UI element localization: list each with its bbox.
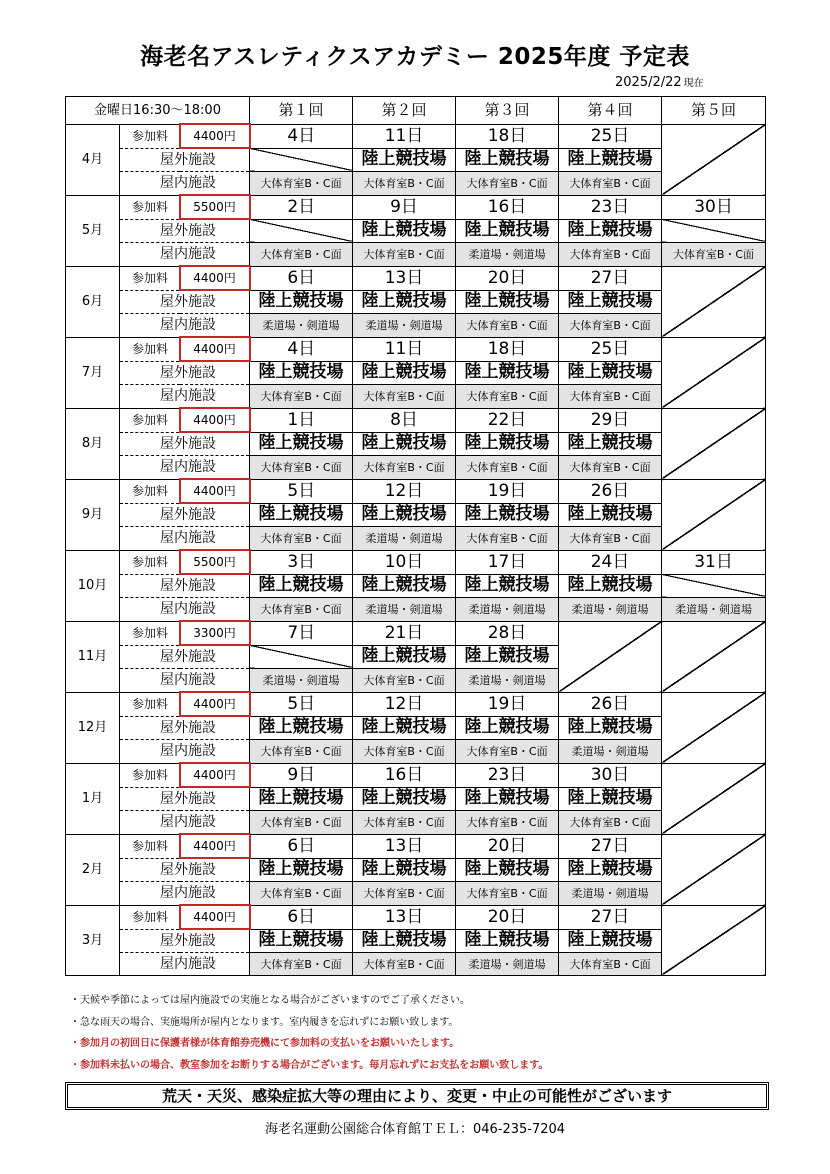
fee-label: 参加料 bbox=[120, 763, 180, 787]
session-date: 20日 bbox=[456, 834, 559, 858]
outdoor-venue: 陸上競技場 bbox=[250, 716, 353, 740]
outdoor-venue: 陸上競技場 bbox=[559, 929, 662, 953]
session-date: 5日 bbox=[250, 692, 353, 716]
session-date: 10日 bbox=[353, 550, 456, 574]
fee-label: 参加料 bbox=[120, 266, 180, 290]
session-date: 13日 bbox=[353, 834, 456, 858]
indoor-venue: 大体育室B・C面 bbox=[353, 456, 456, 480]
session-date: 19日 bbox=[456, 692, 559, 716]
month-label: 10月 bbox=[66, 550, 120, 621]
no-outdoor-cell bbox=[662, 219, 766, 243]
session-date: 3日 bbox=[250, 550, 353, 574]
month-label: 11月 bbox=[66, 621, 120, 692]
outdoor-venue: 陸上競技場 bbox=[456, 503, 559, 527]
fee-value: 4400円 bbox=[180, 408, 250, 432]
month-fee-row bbox=[66, 621, 766, 645]
month-fee-row bbox=[66, 905, 766, 929]
month-fee-row bbox=[66, 692, 766, 716]
outdoor-venue: 陸上競技場 bbox=[353, 858, 456, 882]
outdoor-venue: 陸上競技場 bbox=[353, 432, 456, 456]
session-date: 26日 bbox=[559, 479, 662, 503]
session-date: 17日 bbox=[456, 550, 559, 574]
no-session-cell bbox=[662, 905, 766, 976]
session-date: 13日 bbox=[353, 905, 456, 929]
session-date: 29日 bbox=[559, 408, 662, 432]
fee-label: 参加料 bbox=[120, 195, 180, 219]
month-label: 2月 bbox=[66, 834, 120, 905]
indoor-venue: 柔道場・剣道場 bbox=[250, 669, 353, 693]
round-header: 第４回 bbox=[559, 97, 662, 125]
indoor-venue: 大体育室B・C面 bbox=[353, 172, 456, 196]
outdoor-venue: 陸上競技場 bbox=[559, 787, 662, 811]
indoor-venue: 大体育室B・C面 bbox=[662, 243, 766, 267]
session-date: 7日 bbox=[250, 621, 353, 645]
indoor-label: 屋内施設 bbox=[120, 953, 250, 976]
indoor-label: 屋内施設 bbox=[120, 243, 250, 267]
indoor-venue: 柔道場・剣道場 bbox=[353, 598, 456, 622]
indoor-venue: 大体育室B・C面 bbox=[559, 527, 662, 551]
month-indoor-row bbox=[66, 456, 766, 480]
indoor-venue: 大体育室B・C面 bbox=[250, 456, 353, 480]
month-label: 5月 bbox=[66, 195, 120, 266]
indoor-venue: 大体育室B・C面 bbox=[353, 669, 456, 693]
fee-label: 参加料 bbox=[120, 692, 180, 716]
session-date: 11日 bbox=[353, 337, 456, 361]
session-date: 27日 bbox=[559, 266, 662, 290]
schedule-table bbox=[65, 96, 766, 976]
round-header: 第３回 bbox=[456, 97, 559, 125]
fee-label: 参加料 bbox=[120, 479, 180, 503]
indoor-venue: 大体育室B・C面 bbox=[353, 740, 456, 764]
month-outdoor-row bbox=[66, 716, 766, 740]
outdoor-venue: 陸上競技場 bbox=[456, 929, 559, 953]
outdoor-venue: 陸上競技場 bbox=[559, 503, 662, 527]
outdoor-label: 屋外施設 bbox=[120, 645, 250, 669]
session-date: 5日 bbox=[250, 479, 353, 503]
session-date: 21日 bbox=[353, 621, 456, 645]
no-session-cell bbox=[662, 337, 766, 408]
fee-label: 参加料 bbox=[120, 337, 180, 361]
indoor-venue: 柔道場・剣道場 bbox=[456, 669, 559, 693]
no-outdoor-cell bbox=[250, 148, 353, 172]
session-date: 6日 bbox=[250, 905, 353, 929]
header-row bbox=[66, 97, 766, 125]
indoor-venue: 大体育室B・C面 bbox=[456, 882, 559, 906]
indoor-venue: 柔道場・剣道場 bbox=[353, 314, 456, 338]
session-date: 13日 bbox=[353, 266, 456, 290]
month-label: 4月 bbox=[66, 124, 120, 195]
month-outdoor-row bbox=[66, 290, 766, 314]
session-date: 19日 bbox=[456, 479, 559, 503]
month-label: 7月 bbox=[66, 337, 120, 408]
indoor-venue: 大体育室B・C面 bbox=[250, 243, 353, 267]
outdoor-venue: 陸上競技場 bbox=[250, 929, 353, 953]
session-date: 9日 bbox=[353, 195, 456, 219]
indoor-venue: 大体育室B・C面 bbox=[250, 811, 353, 835]
session-date: 30日 bbox=[662, 195, 766, 219]
fee-value: 4400円 bbox=[180, 337, 250, 361]
month-label: 9月 bbox=[66, 479, 120, 550]
outdoor-label: 屋外施設 bbox=[120, 290, 250, 314]
footer-contact: 海老名運動公園総合体育館ＴＥＬ：046-235-7204 bbox=[264, 1122, 566, 1137]
warning-banner: 荒天・天災、感染症拡大等の理由により、変更・中止の可能性がございます bbox=[65, 1082, 769, 1110]
fee-value: 4400円 bbox=[180, 266, 250, 290]
session-date: 24日 bbox=[559, 550, 662, 574]
no-session-cell bbox=[559, 621, 662, 692]
no-session-cell bbox=[662, 621, 766, 692]
session-date: 25日 bbox=[559, 337, 662, 361]
month-label: 3月 bbox=[66, 905, 120, 976]
month-indoor-row bbox=[66, 882, 766, 906]
session-date: 16日 bbox=[353, 763, 456, 787]
outdoor-venue: 陸上競技場 bbox=[559, 290, 662, 314]
outdoor-venue: 陸上競技場 bbox=[456, 361, 559, 385]
no-session-cell bbox=[662, 408, 766, 479]
as-of-value: 2025/2/22 bbox=[615, 75, 682, 90]
outdoor-venue: 陸上競技場 bbox=[456, 787, 559, 811]
month-indoor-row bbox=[66, 953, 766, 976]
month-fee-row bbox=[66, 195, 766, 219]
no-outdoor-cell bbox=[250, 219, 353, 243]
indoor-venue: 柔道場・剣道場 bbox=[250, 314, 353, 338]
outdoor-label: 屋外施設 bbox=[120, 858, 250, 882]
month-fee-row bbox=[66, 337, 766, 361]
fee-value: 3300円 bbox=[180, 621, 250, 645]
outdoor-venue: 陸上競技場 bbox=[456, 858, 559, 882]
month-outdoor-row bbox=[66, 929, 766, 953]
indoor-venue: 柔道場・剣道場 bbox=[353, 527, 456, 551]
outdoor-venue: 陸上競技場 bbox=[353, 219, 456, 243]
indoor-venue: 大体育室B・C面 bbox=[559, 811, 662, 835]
month-fee-row bbox=[66, 550, 766, 574]
indoor-venue: 大体育室B・C面 bbox=[456, 811, 559, 835]
outdoor-venue: 陸上競技場 bbox=[250, 361, 353, 385]
indoor-venue: 大体育室B・C面 bbox=[456, 314, 559, 338]
outdoor-venue: 陸上競技場 bbox=[353, 574, 456, 598]
outdoor-venue: 陸上競技場 bbox=[559, 148, 662, 172]
session-date: 31日 bbox=[662, 550, 766, 574]
outdoor-venue: 陸上競技場 bbox=[353, 148, 456, 172]
fee-label: 参加料 bbox=[120, 621, 180, 645]
month-indoor-row bbox=[66, 243, 766, 267]
month-indoor-row bbox=[66, 598, 766, 622]
indoor-label: 屋内施設 bbox=[120, 598, 250, 622]
no-outdoor-cell bbox=[250, 645, 353, 669]
fee-value: 5500円 bbox=[180, 195, 250, 219]
as-of-date bbox=[615, 74, 704, 90]
session-date: 23日 bbox=[559, 195, 662, 219]
no-session-cell bbox=[662, 266, 766, 337]
indoor-label: 屋内施設 bbox=[120, 740, 250, 764]
outdoor-label: 屋外施設 bbox=[120, 929, 250, 953]
session-date: 4日 bbox=[250, 124, 353, 148]
month-outdoor-row bbox=[66, 361, 766, 385]
time-header: 金曜日16:30～18:00 bbox=[66, 97, 250, 125]
no-session-cell bbox=[662, 692, 766, 763]
indoor-venue: 大体育室B・C面 bbox=[250, 172, 353, 196]
month-label: 6月 bbox=[66, 266, 120, 337]
indoor-venue: 大体育室B・C面 bbox=[559, 314, 662, 338]
outdoor-venue: 陸上競技場 bbox=[353, 716, 456, 740]
month-outdoor-row bbox=[66, 432, 766, 456]
fee-label: 参加料 bbox=[120, 550, 180, 574]
month-indoor-row bbox=[66, 740, 766, 764]
month-fee-row bbox=[66, 408, 766, 432]
indoor-venue: 大体育室B・C面 bbox=[456, 456, 559, 480]
page-title: 海老名アスレティクスアカデミー 2025年度 予定表 bbox=[140, 44, 690, 70]
round-header: 第５回 bbox=[662, 97, 766, 125]
month-indoor-row bbox=[66, 385, 766, 409]
month-indoor-row bbox=[66, 811, 766, 835]
fee-value: 4400円 bbox=[180, 124, 250, 148]
outdoor-venue: 陸上競技場 bbox=[250, 574, 353, 598]
outdoor-label: 屋外施設 bbox=[120, 219, 250, 243]
outdoor-venue: 陸上競技場 bbox=[559, 432, 662, 456]
outdoor-venue: 陸上競技場 bbox=[559, 361, 662, 385]
fee-value: 4400円 bbox=[180, 692, 250, 716]
note-line: ・急な雨天の場合、実施場所が屋内となります。室内履きを忘れずにお願い致します。 bbox=[70, 1016, 459, 1028]
indoor-venue: 大体育室B・C面 bbox=[559, 243, 662, 267]
notes bbox=[70, 990, 770, 1076]
indoor-venue: 大体育室B・C面 bbox=[559, 172, 662, 196]
indoor-venue: 大体育室B・C面 bbox=[353, 243, 456, 267]
indoor-venue: 柔道場・剣道場 bbox=[456, 953, 559, 976]
no-session-cell bbox=[662, 124, 766, 195]
outdoor-venue: 陸上競技場 bbox=[250, 432, 353, 456]
month-outdoor-row bbox=[66, 503, 766, 527]
month-fee-row bbox=[66, 834, 766, 858]
indoor-venue: 大体育室B・C面 bbox=[559, 456, 662, 480]
month-fee-row bbox=[66, 763, 766, 787]
outdoor-label: 屋外施設 bbox=[120, 432, 250, 456]
outdoor-venue: 陸上競技場 bbox=[353, 787, 456, 811]
month-fee-row bbox=[66, 479, 766, 503]
month-outdoor-row bbox=[66, 858, 766, 882]
indoor-venue: 大体育室B・C面 bbox=[456, 740, 559, 764]
note-line: ・参加料未払いの場合、教室参加をお断りする場合がございます。毎月忘れずにお支払をお願い致します。 bbox=[70, 1059, 549, 1071]
outdoor-label: 屋外施設 bbox=[120, 716, 250, 740]
outdoor-label: 屋外施設 bbox=[120, 148, 250, 172]
indoor-venue: 大体育室B・C面 bbox=[250, 527, 353, 551]
month-indoor-row bbox=[66, 314, 766, 338]
indoor-venue: 柔道場・剣道場 bbox=[559, 598, 662, 622]
outdoor-label: 屋外施設 bbox=[120, 503, 250, 527]
session-date: 12日 bbox=[353, 479, 456, 503]
month-label: 8月 bbox=[66, 408, 120, 479]
session-date: 6日 bbox=[250, 834, 353, 858]
indoor-label: 屋内施設 bbox=[120, 314, 250, 338]
no-session-cell bbox=[662, 763, 766, 834]
month-outdoor-row bbox=[66, 219, 766, 243]
indoor-venue: 柔道場・剣道場 bbox=[559, 882, 662, 906]
session-date: 26日 bbox=[559, 692, 662, 716]
no-outdoor-cell bbox=[662, 574, 766, 598]
session-date: 25日 bbox=[559, 124, 662, 148]
indoor-label: 屋内施設 bbox=[120, 811, 250, 835]
indoor-venue: 大体育室B・C面 bbox=[456, 172, 559, 196]
session-date: 4日 bbox=[250, 337, 353, 361]
outdoor-label: 屋外施設 bbox=[120, 574, 250, 598]
session-date: 8日 bbox=[353, 408, 456, 432]
session-date: 20日 bbox=[456, 905, 559, 929]
no-session-cell bbox=[662, 834, 766, 905]
session-date: 18日 bbox=[456, 124, 559, 148]
outdoor-label: 屋外施設 bbox=[120, 361, 250, 385]
outdoor-venue: 陸上競技場 bbox=[353, 929, 456, 953]
indoor-venue: 大体育室B・C面 bbox=[559, 385, 662, 409]
indoor-label: 屋内施設 bbox=[120, 882, 250, 906]
outdoor-venue: 陸上競技場 bbox=[456, 219, 559, 243]
outdoor-venue: 陸上競技場 bbox=[456, 716, 559, 740]
session-date: 12日 bbox=[353, 692, 456, 716]
outdoor-venue: 陸上競技場 bbox=[559, 219, 662, 243]
fee-value: 4400円 bbox=[180, 905, 250, 929]
session-date: 18日 bbox=[456, 337, 559, 361]
session-date: 27日 bbox=[559, 834, 662, 858]
indoor-venue: 大体育室B・C面 bbox=[353, 385, 456, 409]
indoor-venue: 大体育室B・C面 bbox=[456, 385, 559, 409]
fee-label: 参加料 bbox=[120, 905, 180, 929]
month-label: 12月 bbox=[66, 692, 120, 763]
outdoor-venue: 陸上競技場 bbox=[559, 716, 662, 740]
round-header: 第２回 bbox=[353, 97, 456, 125]
outdoor-venue: 陸上競技場 bbox=[456, 148, 559, 172]
outdoor-venue: 陸上競技場 bbox=[250, 858, 353, 882]
session-date: 27日 bbox=[559, 905, 662, 929]
outdoor-venue: 陸上競技場 bbox=[456, 645, 559, 669]
month-fee-row bbox=[66, 124, 766, 148]
outdoor-venue: 陸上競技場 bbox=[456, 574, 559, 598]
no-session-cell bbox=[662, 479, 766, 550]
indoor-venue: 柔道場・剣道場 bbox=[559, 740, 662, 764]
session-date: 6日 bbox=[250, 266, 353, 290]
month-outdoor-row bbox=[66, 787, 766, 811]
month-indoor-row bbox=[66, 172, 766, 196]
session-date: 20日 bbox=[456, 266, 559, 290]
outdoor-venue: 陸上競技場 bbox=[353, 290, 456, 314]
indoor-venue: 大体育室B・C面 bbox=[559, 953, 662, 976]
indoor-label: 屋内施設 bbox=[120, 172, 250, 196]
month-fee-row bbox=[66, 266, 766, 290]
session-date: 28日 bbox=[456, 621, 559, 645]
outdoor-venue: 陸上競技場 bbox=[353, 645, 456, 669]
indoor-venue: 大体育室B・C面 bbox=[250, 740, 353, 764]
indoor-venue: 大体育室B・C面 bbox=[250, 598, 353, 622]
outdoor-venue: 陸上競技場 bbox=[456, 290, 559, 314]
as-of-suffix: 現在 bbox=[683, 78, 704, 89]
session-date: 23日 bbox=[456, 763, 559, 787]
outdoor-venue: 陸上競技場 bbox=[456, 432, 559, 456]
fee-value: 4400円 bbox=[180, 763, 250, 787]
indoor-venue: 大体育室B・C面 bbox=[250, 882, 353, 906]
indoor-label: 屋内施設 bbox=[120, 385, 250, 409]
indoor-venue: 大体育室B・C面 bbox=[353, 882, 456, 906]
outdoor-venue: 陸上競技場 bbox=[559, 858, 662, 882]
indoor-label: 屋内施設 bbox=[120, 527, 250, 551]
session-date: 1日 bbox=[250, 408, 353, 432]
month-outdoor-row bbox=[66, 148, 766, 172]
note-line: ・天候や季節によっては屋内施設での実施となる場合がございますのでご了承ください。 bbox=[70, 995, 470, 1006]
outdoor-venue: 陸上競技場 bbox=[250, 787, 353, 811]
indoor-venue: 大体育室B・C面 bbox=[456, 527, 559, 551]
fee-label: 参加料 bbox=[120, 124, 180, 148]
outdoor-venue: 陸上競技場 bbox=[250, 503, 353, 527]
indoor-venue: 大体育室B・C面 bbox=[353, 953, 456, 976]
indoor-label: 屋内施設 bbox=[120, 669, 250, 693]
fee-label: 参加料 bbox=[120, 834, 180, 858]
outdoor-venue: 陸上競技場 bbox=[353, 503, 456, 527]
session-date: 9日 bbox=[250, 763, 353, 787]
indoor-venue: 大体育室B・C面 bbox=[250, 385, 353, 409]
fee-label: 参加料 bbox=[120, 408, 180, 432]
note-line: ・参加月の初回日に保護者様が体育館券売機にて参加料の支払いをお願いいたします。 bbox=[70, 1038, 460, 1049]
month-label: 1月 bbox=[66, 763, 120, 834]
fee-value: 4400円 bbox=[180, 479, 250, 503]
outdoor-venue: 陸上競技場 bbox=[250, 290, 353, 314]
indoor-venue: 柔道場・剣道場 bbox=[456, 243, 559, 267]
round-header: 第１回 bbox=[250, 97, 353, 125]
month-outdoor-row bbox=[66, 574, 766, 598]
outdoor-label: 屋外施設 bbox=[120, 787, 250, 811]
indoor-venue: 大体育室B・C面 bbox=[353, 811, 456, 835]
indoor-venue: 柔道場・剣道場 bbox=[662, 598, 766, 622]
indoor-label: 屋内施設 bbox=[120, 456, 250, 480]
indoor-venue: 大体育室B・C面 bbox=[250, 953, 353, 976]
outdoor-venue: 陸上競技場 bbox=[353, 361, 456, 385]
session-date: 22日 bbox=[456, 408, 559, 432]
fee-value: 4400円 bbox=[180, 834, 250, 858]
month-indoor-row bbox=[66, 527, 766, 551]
fee-value: 5500円 bbox=[180, 550, 250, 574]
session-date: 2日 bbox=[250, 195, 353, 219]
session-date: 30日 bbox=[559, 763, 662, 787]
outdoor-venue: 陸上競技場 bbox=[559, 574, 662, 598]
session-date: 16日 bbox=[456, 195, 559, 219]
indoor-venue: 柔道場・剣道場 bbox=[456, 598, 559, 622]
session-date: 11日 bbox=[353, 124, 456, 148]
